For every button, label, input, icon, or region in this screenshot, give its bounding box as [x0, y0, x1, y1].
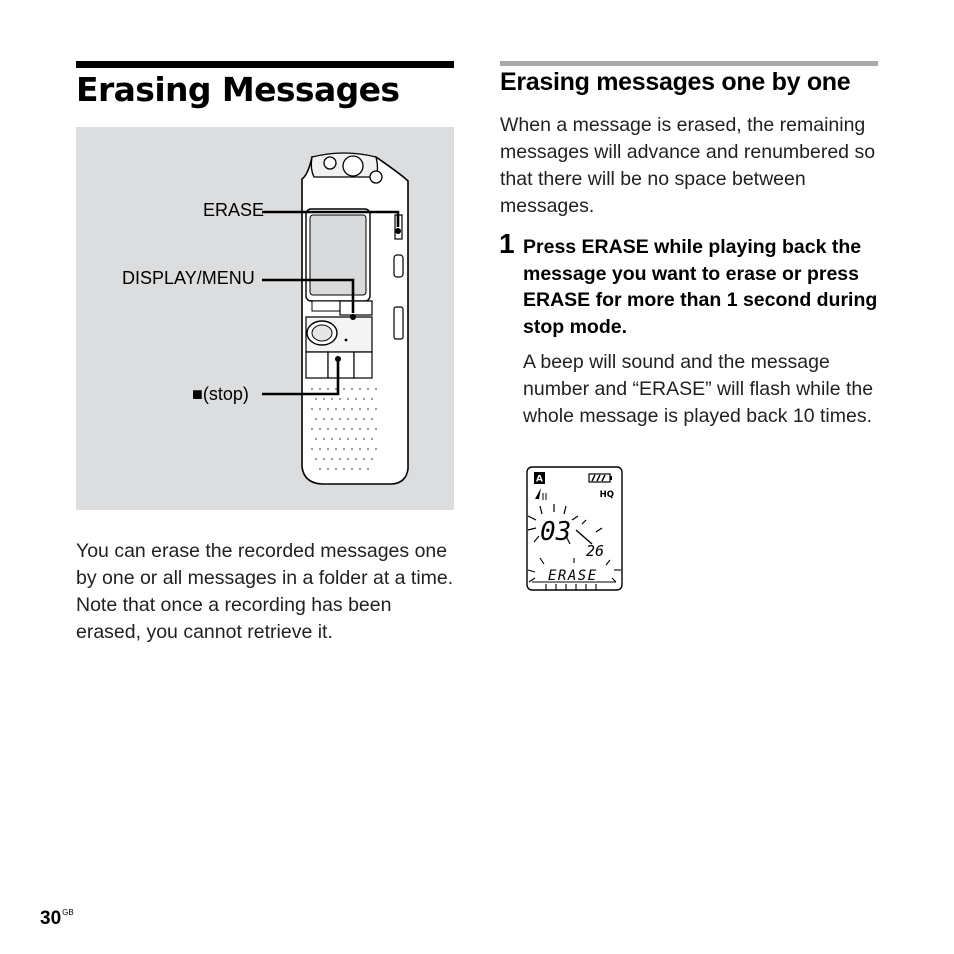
left-paragraph-1: You can erase the recorded messages one by one or all messages in a folder at a time. — [76, 540, 454, 589]
section-rule — [500, 61, 878, 66]
display-menu-label: DISPLAY/MENU — [122, 268, 255, 288]
total-messages: 26 — [586, 542, 605, 560]
page-number-value: 30 — [40, 908, 62, 929]
section-intro: When a message is erased, the remaining messages will advance and renumbered so that there will be no space between messages. — [500, 114, 876, 217]
erase-label: ERASE — [203, 200, 265, 220]
step-number: 1 — [499, 228, 515, 259]
title-rule — [76, 61, 454, 68]
section-heading: Erasing messages one by one — [500, 68, 851, 96]
step-result: A beep will sound and the message number and “ERASE” will flash while the whole message is played back 10 times. — [523, 351, 874, 427]
status-text: ERASE — [548, 568, 598, 584]
left-body-text — [76, 538, 454, 646]
ic-recorder-drawing — [76, 127, 454, 510]
page-number — [40, 908, 74, 930]
folder-letter: A — [536, 474, 543, 485]
step-instruction: Press ERASE while playing back the message you want to erase or press ERASE for more than 1 second during stop mode. — [523, 236, 878, 338]
device-illustration — [76, 127, 454, 510]
page-title: Erasing Messages — [76, 70, 400, 109]
stop-label: ■(stop) — [192, 384, 249, 404]
message-number: 03 — [540, 517, 572, 547]
left-paragraph-2: Note that once a recording has been erased, you cannot retrieve it. — [76, 594, 392, 643]
lcd-display — [526, 466, 624, 592]
region-code: GB — [62, 908, 74, 917]
quality-indicator: HQ — [599, 490, 614, 500]
